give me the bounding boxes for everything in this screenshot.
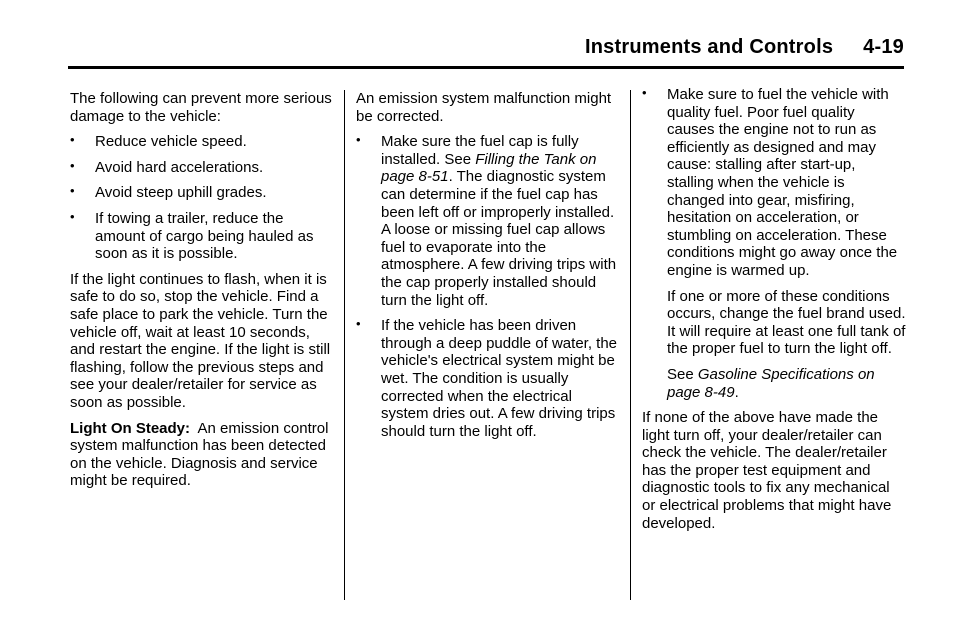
col1-bullet-1: • Reduce vehicle speed. bbox=[70, 133, 334, 151]
filling-tank-reference[interactable]: Filling the Tank on page 8-51 bbox=[381, 150, 597, 186]
col1-bullet-4: • If towing a trailer, reduce the amount of cargo being hauled as soon as it is possible. bbox=[70, 210, 334, 263]
col2-bullet-2: • If the vehicle has been driven through a deep puddle of water, the vehicle's electrical system might be wet. The condition is usually corrected when the electrical system dries out. A few driving trips should turn the light off. bbox=[356, 317, 620, 440]
col2-bullet-1-post: . The diagnostic system can determine if the fuel cap has been left off or improperly installed. A loose or missing fuel cap allows fuel to evaporate into the atmosphere. A few driving trips with the cap properly installed should turn the light off. bbox=[381, 168, 617, 309]
col2-intro: An emission system malfunction might be corrected. bbox=[356, 90, 612, 125]
col1-steady-paragraph bbox=[70, 420, 334, 490]
page-header bbox=[68, 36, 904, 66]
col3-see-reference bbox=[642, 366, 906, 401]
col3-bullet-1: • Make sure to fuel the vehicle with quality fuel. Poor fuel quality causes the engine not to run as efficiently as designed and may cause: stalling after start-up, stalling when the vehicle is changed into gear, misfiring, hesitation on acceleration, or stumbling on acceleration. These conditions might go away once the engine is warmed up. bbox=[642, 86, 906, 280]
column-1 bbox=[70, 90, 334, 498]
see-prefix: See bbox=[667, 365, 698, 383]
col3-final-paragraph: If none of the above have made the light turn off, your dealer/retailer can check the vehicle. The dealer/retailer has the proper test equipment and diagnostic tools to fix any mechanical or electrical problems that might have developed. bbox=[642, 409, 892, 532]
col2-bullet-1 bbox=[356, 133, 620, 309]
see-suffix: . bbox=[734, 383, 739, 401]
steady-text: An emission control system malfunction has been detected on the vehicle. Diagnosis and service might be required. bbox=[70, 419, 329, 490]
col2-bullet-1-pre: Make sure the fuel cap is fully installed. See bbox=[381, 133, 579, 168]
col1-bullet-3: • Avoid steep uphill grades. bbox=[70, 184, 334, 202]
column-divider-1 bbox=[344, 90, 345, 600]
col1-flash-paragraph: If the light continues to flash, when it is safe to do so, stop the vehicle. Find a safe place to park the vehicle. Turn the vehicle off, wait at least 10 seconds, and restart the engine. If the light is still flashing, follow the previous steps and see your dealer/retailer for service as soon as possible. bbox=[70, 270, 331, 411]
column-divider-2 bbox=[630, 90, 631, 600]
col3-fuel-brand-paragraph: If one or more of these conditions occurs, change the fuel brand used. It will require at least one full tank of the proper fuel to turn the light off. bbox=[667, 287, 906, 358]
column-2 bbox=[356, 90, 620, 448]
gasoline-spec-reference[interactable]: Gasoline Specifications on page 8-49 bbox=[667, 365, 875, 401]
col1-bullet-2: • Avoid hard accelerations. bbox=[70, 159, 334, 177]
column-3 bbox=[642, 86, 906, 540]
page-number: 4-19 bbox=[863, 36, 904, 58]
header-title bbox=[585, 36, 904, 59]
col1-intro: The following can prevent more serious damage to the vehicle: bbox=[70, 90, 332, 125]
steady-label: Light On Steady: bbox=[70, 419, 190, 437]
header-rule bbox=[68, 66, 904, 69]
section-title: Instruments and Controls bbox=[585, 36, 834, 58]
